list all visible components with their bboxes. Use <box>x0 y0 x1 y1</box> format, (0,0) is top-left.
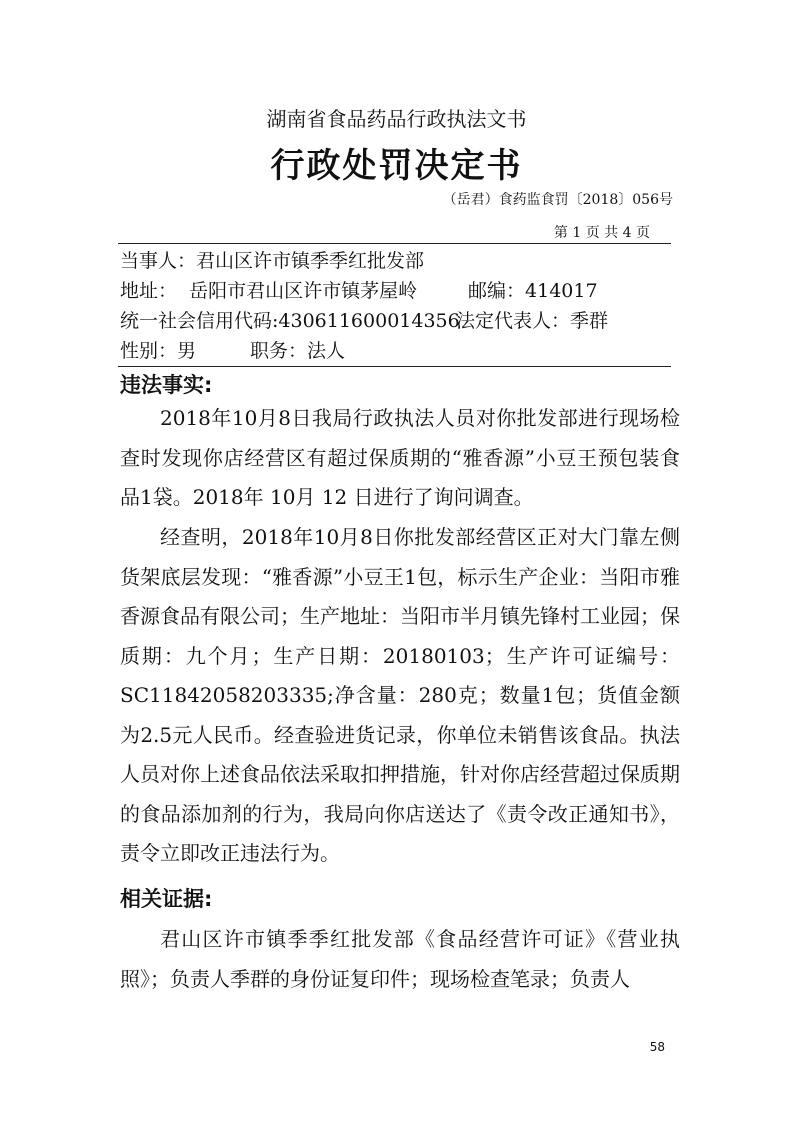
credit-code: 430611600014356 <box>278 310 460 332</box>
party-name-row <box>120 246 424 273</box>
legal-rep-row <box>456 306 608 333</box>
address-label: 地址： <box>120 280 178 302</box>
postcode-row <box>468 276 598 303</box>
position: 法人 <box>307 340 346 362</box>
issuing-organization: 湖南省食品药品行政执法文书 <box>266 107 527 131</box>
page-number: 58 <box>649 1040 665 1054</box>
party-divider <box>118 366 671 367</box>
address-row <box>120 276 417 303</box>
credit-code-row <box>120 306 460 333</box>
party-name-label: 当事人： <box>120 250 197 272</box>
gender: 男 <box>177 340 197 362</box>
address: 岳阳市君山区许市镇茅屋岭 <box>189 280 418 302</box>
gender-row <box>120 336 196 363</box>
gender-label: 性别： <box>120 340 178 362</box>
page-info: 第 1 页 共 4 页 <box>553 225 650 241</box>
credit-code-label: 统一社会信用代码: <box>120 310 279 332</box>
facts-heading: 违法事实: <box>120 373 213 397</box>
legal-rep-label: 法定代表人： <box>456 310 571 332</box>
postcode: 414017 <box>525 280 598 302</box>
document-number: （岳君）食药监食罚〔2018〕056号 <box>442 192 673 208</box>
evidence-heading: 相关证据: <box>120 887 213 911</box>
header-divider <box>118 243 671 244</box>
facts-paragraph-2: 经查明，2018年10月8日你批发部经营区正对大门靠左侧货架底层发现：“雅香源”小豆王1包，标示生产企业：当阳市雅香源食品有限公司；生产地址：当阳市半月镇先锋村工业园；保质期：九个月；生产日期：20180103；生产许可证编号：SC11842058203335;净含量：280克；数量1包；货值金额为2.5元人民币。经查验进货记录，你单位未销售该食品。执法人员对你上述食品依法采取扣押措施，针对你店经营超过保质期的食品添加剂的行为，我局向你店送达了《责令改正通知书》，责令立即改正违法行为。 <box>120 525 680 865</box>
legal-rep: 季群 <box>570 310 609 332</box>
document-title: 行政处罚决定书 <box>270 146 523 186</box>
position-label: 职务： <box>250 340 308 362</box>
position-row <box>250 336 345 363</box>
evidence-paragraph: 君山区许市镇季季红批发部《食品经营许可证》《营业执照》；负责人季群的身份证复印件；现场检查笔录；负责人 <box>120 927 680 991</box>
postcode-label: 邮编： <box>468 280 526 302</box>
facts-paragraph-1: 2018年10月8日我局行政执法人员对你批发部进行现场检查时发现你店经营区有超过保质期的“雅香源”小豆王预包装食品1袋。2018年 10月 12 日进行了询问调查。 <box>120 406 680 509</box>
party-name: 君山区许市镇季季红批发部 <box>196 250 425 272</box>
